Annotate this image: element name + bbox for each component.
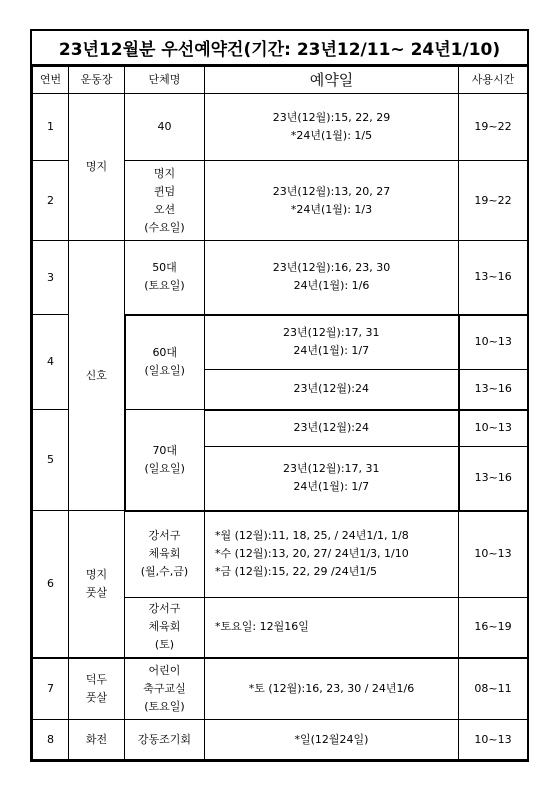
team-cell: 40 [125, 94, 205, 161]
dates-cell: 23년(12월):15, 22, 29 *24년(1월): 1/5 [205, 94, 459, 161]
time-cell: 10~13 [459, 511, 528, 598]
row-no: 1 [33, 94, 69, 161]
time-cell: 10~13 [459, 720, 528, 760]
field-cell: 화전 [69, 720, 125, 760]
field-cell: 명지 [69, 94, 125, 241]
field-cell: 명지 풋살 [69, 511, 125, 658]
dates-cell: 23년(12월):17, 31 24년(1월): 1/7 [205, 315, 459, 370]
time-cell: 10~13 [459, 315, 528, 370]
team-cell: 명지 퀸덤 오션 (수요일) [125, 161, 205, 241]
time-cell: 19~22 [459, 94, 528, 161]
time-cell: 19~22 [459, 161, 528, 241]
time-cell: 16~19 [459, 598, 528, 658]
table-row [33, 511, 528, 598]
team-cell: 60대 (일요일) [125, 315, 205, 410]
field-cell: 덕두 풋살 [69, 658, 125, 720]
header-time: 사용시간 [459, 67, 528, 94]
dates-cell: 23년(12월):24 [205, 370, 459, 410]
header-field: 운동장 [69, 67, 125, 94]
page-title: 23년12월분 우선예약건(기간: 23년12/11~ 24년1/10) [32, 31, 527, 66]
row-no: 5 [33, 410, 69, 511]
row-no: 8 [33, 720, 69, 760]
team-cell: 어린이 축구교실 (토요일) [125, 658, 205, 720]
dates-cell: *토요일: 12월16일 [205, 598, 459, 658]
reservation-table [32, 66, 528, 760]
dates-cell: *토 (12월):16, 23, 30 / 24년1/6 [205, 658, 459, 720]
dates-cell: 23년(12월):13, 20, 27 *24년(1월): 1/3 [205, 161, 459, 241]
header-dates: 예약일 [205, 67, 459, 94]
team-cell: 70대 (일요일) [125, 410, 205, 511]
table-row [33, 94, 528, 161]
row-no: 3 [33, 241, 69, 315]
dates-cell: 23년(12월):16, 23, 30 24년(1월): 1/6 [205, 241, 459, 315]
row-no: 6 [33, 511, 69, 658]
dates-cell: 23년(12월):24 [205, 410, 459, 447]
reservation-sheet [30, 29, 529, 762]
row-no: 7 [33, 658, 69, 720]
team-cell: 강서구 체육회 (토) [125, 598, 205, 658]
header-no: 연번 [33, 67, 69, 94]
row-no: 2 [33, 161, 69, 241]
table-row [33, 241, 528, 315]
time-cell: 13~16 [459, 370, 528, 410]
dates-cell: 23년(12월):17, 31 24년(1월): 1/7 [205, 447, 459, 511]
table-row [33, 658, 528, 720]
header-row [33, 67, 528, 94]
time-cell: 13~16 [459, 241, 528, 315]
time-cell: 10~13 [459, 410, 528, 447]
team-cell: 강서구 체육회 (월,수,금) [125, 511, 205, 598]
time-cell: 08~11 [459, 658, 528, 720]
dates-cell: *월 (12월):11, 18, 25, / 24년1/1, 1/8 *수 (12월):13, 20, 27/ 24년1/3, 1/10 *금 (12월):15, 22, 29 /24년1/5 [205, 511, 459, 598]
team-cell: 강동조기회 [125, 720, 205, 760]
team-cell: 50대 (토요일) [125, 241, 205, 315]
field-cell: 신호 [69, 241, 125, 511]
row-no: 4 [33, 315, 69, 410]
table-row [33, 720, 528, 760]
dates-cell: *일(12월24일) [205, 720, 459, 760]
time-cell: 13~16 [459, 447, 528, 511]
header-team: 단체명 [125, 67, 205, 94]
